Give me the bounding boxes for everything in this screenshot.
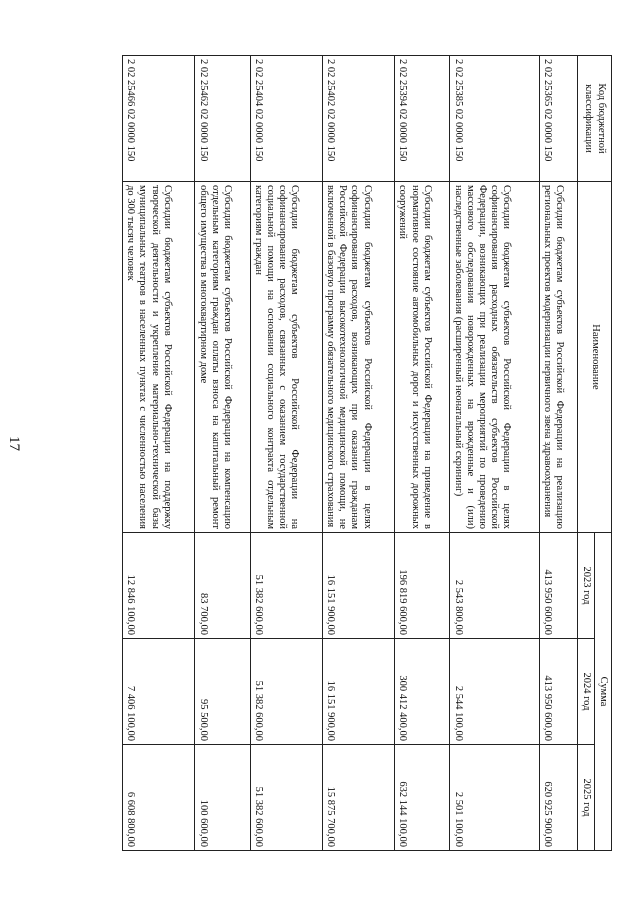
amount-2025-cell: 2 501 100,00 [450,745,539,851]
amount-2023-cell: 2 543 800,00 [450,533,539,639]
code-cell: 2 02 25394 02 0000 150 [395,56,450,182]
table-row [322,56,394,851]
table-row [539,56,577,851]
rotated-table-container [122,55,612,850]
code-cell: 2 02 25365 02 0000 150 [539,56,577,182]
budget-table [122,55,612,851]
amount-2025-cell: 100 600,00 [195,745,250,851]
header-year-2023: 2023 год [578,533,595,639]
header-sum: Сумма [595,533,612,851]
amount-2025-cell: 620 925 900,00 [539,745,577,851]
name-cell: Субсидии бюджетам субъектов Российской Федерации на поддержку творческой деятельности и укрепление материально-технической базы муниципальных театров в населенных пунктах с численностью населения до 300 тысяч человек [123,182,195,533]
page-number: 17 [6,436,22,451]
code-cell: 2 02 25466 02 0000 150 [123,56,195,182]
amount-2024-cell: 16 151 900,00 [322,639,394,745]
header-year-2024: 2024 год [578,639,595,745]
amount-2023-cell: 196 819 600,00 [395,533,450,639]
table-body [123,56,578,851]
table-row [195,56,250,851]
name-cell: Субсидии бюджетам субъектов Российской Федерации на реализацию региональных проектов модернизации первичного звена здравоохранения [539,182,577,533]
name-cell: Субсидии бюджетам субъектов Российской Федерации на софинансирование расходов, связанных с оказанием государственной социальной помощи на основании социального контракта отдельным категориям граждан [250,182,322,533]
code-cell: 2 02 25462 02 0000 150 [195,56,250,182]
table-row [250,56,322,851]
amount-2024-cell: 413 950 600,00 [539,639,577,745]
amount-2024-cell: 7 406 100,00 [123,639,195,745]
amount-2024-cell: 95 500,00 [195,639,250,745]
code-cell: 2 02 25402 02 0000 150 [322,56,394,182]
header-year-2025: 2025 год [578,745,595,851]
amount-2024-cell: 2 544 100,00 [450,639,539,745]
header-code: Код бюджетной классификации [578,56,612,182]
name-cell: Субсидии бюджетам субъектов Российской Федерации в целях софинансирования расходных обязательств субъектов Российской Федерации, возникающих при реализации мероприятий по проведению массового обследования новорожденных на врожденные и (или) наследственные заболевания (расширенный неонатальный скрининг) [450,182,539,533]
amount-2023-cell: 12 846 100,00 [123,533,195,639]
amount-2023-cell: 16 151 900,00 [322,533,394,639]
header-name: Наименование [578,182,612,533]
amount-2023-cell: 51 382 600,00 [250,533,322,639]
table-row [395,56,450,851]
amount-2025-cell: 632 144 100,00 [395,745,450,851]
code-cell: 2 02 25385 02 0000 150 [450,56,539,182]
table-row [450,56,539,851]
name-cell: Субсидии бюджетам субъектов Российской Федерации в целях софинансирования расходов, возникающих при оказании гражданам Российской Федерации высокотехнологичной медицинской помощи, не включенной в базовую программу обязательного медицинского страхования [322,182,394,533]
code-cell: 2 02 25404 02 0000 150 [250,56,322,182]
name-cell: Субсидии бюджетам субъектов Российской Федерации на компенсацию отдельным категориям граждан оплаты взноса на капитальный ремонт общего имущества в многоквартирном доме [195,182,250,533]
amount-2023-cell: 413 950 600,00 [539,533,577,639]
table-row [123,56,195,851]
amount-2025-cell: 15 875 700,00 [322,745,394,851]
amount-2024-cell: 300 412 400,00 [395,639,450,745]
amount-2025-cell: 6 608 800,00 [123,745,195,851]
amount-2024-cell: 51 382 600,00 [250,639,322,745]
name-cell: Субсидии бюджетам субъектов Российской Федерации на приведение в нормативное состояние автомобильных дорог и искусственных дорожных сооружений [395,182,450,533]
amount-2025-cell: 51 382 600,00 [250,745,322,851]
amount-2023-cell: 83 700,00 [195,533,250,639]
